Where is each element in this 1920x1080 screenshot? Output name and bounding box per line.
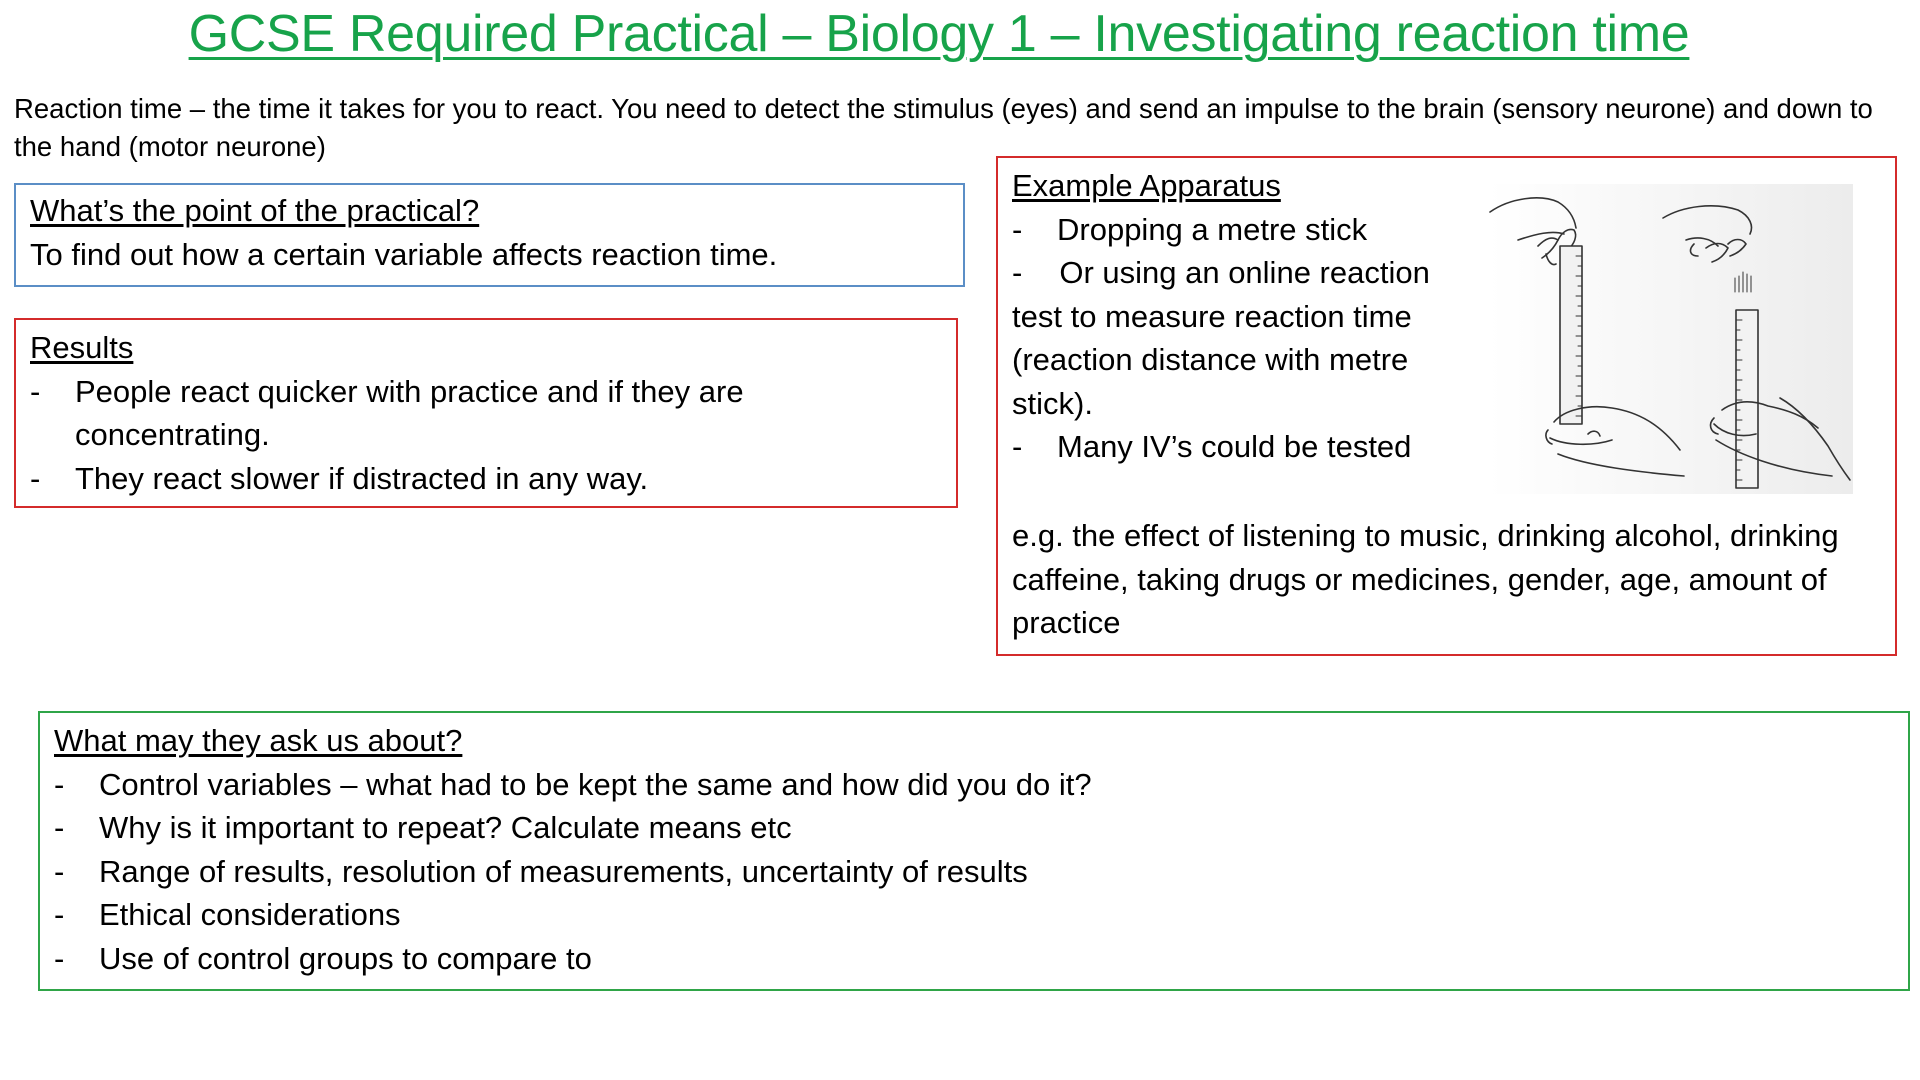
metre-stick-drop-illustration: [1488, 184, 1853, 494]
list-item-text: Dropping a metre stick: [1057, 211, 1368, 247]
list-item: [54, 850, 1894, 894]
bullet-dash: -: [54, 853, 65, 889]
list-item: [1012, 425, 1482, 469]
results-list: [30, 370, 942, 501]
list-item: [1012, 251, 1482, 425]
bullet-dash: -: [54, 897, 65, 932]
results-heading: Results: [30, 330, 134, 365]
bullet-dash: -: [1012, 255, 1023, 290]
list-item: [54, 763, 1894, 807]
bullet-dash: -: [30, 460, 41, 496]
list-item-text: Control variables – what had to be kept the same and how did you do it?: [99, 766, 1092, 802]
practical-point-box: [14, 183, 965, 287]
bullet-dash: -: [30, 373, 41, 409]
bullet-dash: -: [54, 940, 65, 976]
apparatus-box: [996, 156, 1897, 656]
bullet-dash: -: [1012, 429, 1023, 464]
practical-point-heading: What’s the point of the practical?: [30, 193, 480, 228]
list-item-text: Range of results, resolution of measurements, uncertainty of results: [99, 853, 1028, 889]
practical-point-text: To find out how a certain variable affects reaction time.: [30, 236, 778, 272]
apparatus-list: [1012, 208, 1482, 469]
results-box: [14, 318, 958, 508]
list-item-text: People react quicker with practice and if they are concentrating.: [75, 373, 744, 452]
bullet-dash: -: [54, 766, 65, 802]
exam-questions-list: [54, 763, 1894, 981]
list-item-text: Ethical considerations: [99, 897, 401, 932]
list-item: [1012, 208, 1482, 252]
ruler-drop-icon: [1488, 184, 1853, 494]
apparatus-heading: Example Apparatus: [1012, 168, 1281, 203]
exam-questions-heading: What may they ask us about?: [54, 723, 463, 758]
list-item-text: Why is it important to repeat? Calculate means etc: [99, 810, 792, 845]
bullet-dash: -: [1012, 211, 1023, 247]
list-item-text: Many IV’s could be tested: [1057, 429, 1412, 464]
example-variables-text: e.g. the effect of listening to music, drinking alcohol, drinking caffeine, taking drugs or medicines, gender, age, amount of practice: [1012, 518, 1839, 640]
intro-text: Reaction time – the time it takes for you to react. You need to detect the stimulus (eyes) and send an impulse to the brain (sensory neurone) and down to the hand (motor neurone): [14, 93, 1873, 162]
exam-questions-box: [38, 711, 1910, 991]
list-item: [54, 806, 1894, 850]
list-item-text: They react slower if distracted in any way.: [75, 460, 649, 496]
list-item: [30, 370, 942, 457]
page-title: GCSE Required Practical – Biology 1 – Investigating reaction time: [188, 5, 1690, 63]
list-item: [30, 457, 942, 501]
bullet-dash: -: [54, 810, 65, 845]
list-item: [54, 937, 1894, 981]
list-item-text: Or using an online reaction test to measure reaction time (reaction distance with metre stick).: [1012, 255, 1430, 421]
list-item-text: Use of control groups to compare to: [99, 940, 592, 976]
list-item: [54, 893, 1894, 937]
